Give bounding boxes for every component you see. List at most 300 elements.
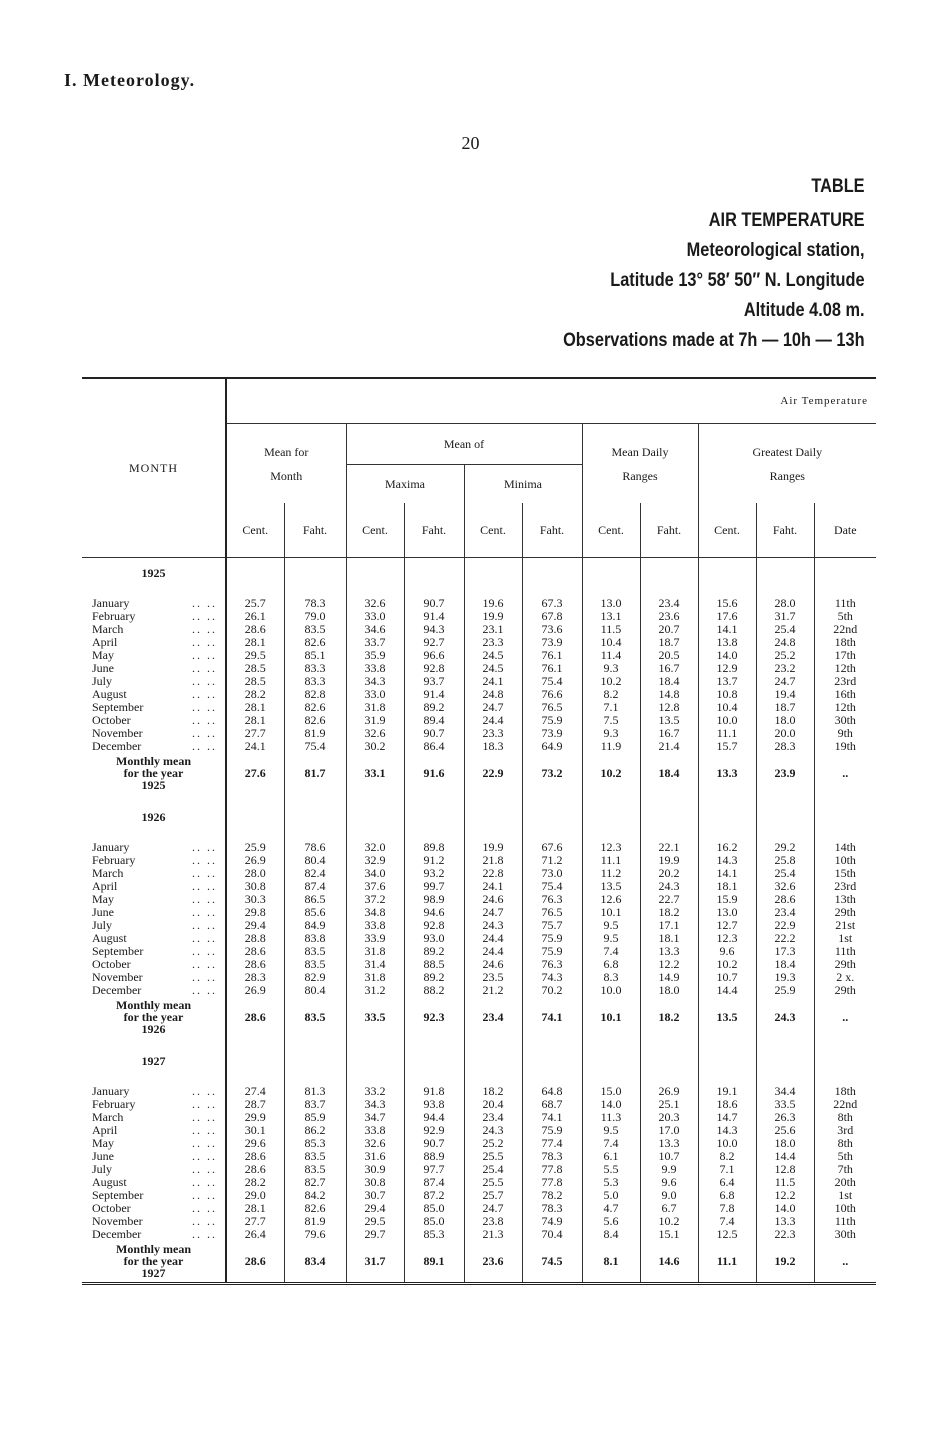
value-cell: 83.8 bbox=[284, 931, 346, 944]
value-cell: 24.3 bbox=[464, 1123, 522, 1136]
value-cell: 21.2 bbox=[464, 983, 522, 996]
value-cell: 75.9 bbox=[522, 931, 582, 944]
mean-label-line: for the year bbox=[123, 1010, 184, 1024]
value-cell: 82.7 bbox=[284, 1175, 346, 1188]
month-name bbox=[82, 840, 226, 853]
value-cell: 16.2 bbox=[698, 840, 756, 853]
leader-dots: .. .. bbox=[192, 1109, 217, 1124]
value-cell: 96.6 bbox=[404, 648, 464, 661]
value-cell: 14.9 bbox=[640, 970, 698, 983]
value-cell: 76.3 bbox=[522, 892, 582, 905]
value-cell: 11.5 bbox=[756, 1175, 814, 1188]
empty-cell bbox=[698, 588, 756, 596]
value-cell: 34.0 bbox=[346, 866, 404, 879]
date-cell: 14th bbox=[814, 840, 876, 853]
month-name bbox=[82, 957, 226, 970]
mean-of-header: Mean of bbox=[346, 424, 582, 465]
month-name bbox=[82, 661, 226, 674]
empty-cell bbox=[756, 588, 814, 596]
empty-cell bbox=[640, 1076, 698, 1084]
spacer-row bbox=[82, 832, 876, 840]
table-row bbox=[82, 1136, 876, 1149]
mean-value-cell: 73.2 bbox=[522, 752, 582, 794]
value-cell: 15.6 bbox=[698, 596, 756, 609]
value-cell: 20.0 bbox=[756, 726, 814, 739]
leader-dots: .. .. bbox=[192, 608, 217, 623]
monthly-mean-row bbox=[82, 1240, 876, 1284]
value-cell: 32.6 bbox=[346, 596, 404, 609]
month-name bbox=[82, 905, 226, 918]
empty-cell bbox=[346, 1046, 404, 1076]
value-cell: 24.5 bbox=[464, 648, 522, 661]
empty-cell bbox=[814, 558, 876, 589]
air-temperature-table bbox=[82, 377, 876, 1285]
date-cell: 11th bbox=[814, 596, 876, 609]
date-cell: 11th bbox=[814, 944, 876, 957]
leader-dots: .. .. bbox=[192, 1122, 217, 1137]
table-row bbox=[82, 1214, 876, 1227]
leader-dots: .. .. bbox=[192, 943, 217, 958]
value-cell: 33.0 bbox=[346, 687, 404, 700]
leader-dots: .. .. bbox=[192, 956, 217, 971]
month-name-text: April bbox=[92, 634, 118, 649]
value-cell: 10.2 bbox=[640, 1214, 698, 1227]
month-name-text: September bbox=[92, 943, 144, 958]
value-cell: 7.4 bbox=[698, 1214, 756, 1227]
date-cell: 30th bbox=[814, 1227, 876, 1240]
month-name bbox=[82, 1084, 226, 1097]
value-cell: 30.7 bbox=[346, 1188, 404, 1201]
ranges-label: Ranges bbox=[622, 468, 658, 483]
value-cell: 75.9 bbox=[522, 1123, 582, 1136]
unit-header: Faht. bbox=[404, 503, 464, 558]
mean-year-label: 1927 bbox=[141, 1266, 166, 1280]
value-cell: 7.1 bbox=[698, 1162, 756, 1175]
table-row bbox=[82, 970, 876, 983]
value-cell: 12.7 bbox=[698, 918, 756, 931]
month-label: Month bbox=[270, 468, 303, 483]
value-cell: 19.9 bbox=[640, 853, 698, 866]
value-cell: 30.8 bbox=[226, 879, 284, 892]
value-cell: 13.8 bbox=[698, 635, 756, 648]
date-cell: 23rd bbox=[814, 879, 876, 892]
empty-cell bbox=[346, 1038, 404, 1046]
value-cell: 70.4 bbox=[522, 1227, 582, 1240]
month-name-text: June bbox=[92, 904, 114, 919]
value-cell: 29.4 bbox=[346, 1201, 404, 1214]
value-cell: 29.5 bbox=[346, 1214, 404, 1227]
month-name-text: December bbox=[92, 738, 142, 753]
value-cell: 12.8 bbox=[756, 1162, 814, 1175]
value-cell: 24.7 bbox=[464, 700, 522, 713]
value-cell: 28.1 bbox=[226, 1201, 284, 1214]
date-cell: 23rd bbox=[814, 674, 876, 687]
value-cell: 91.4 bbox=[404, 687, 464, 700]
empty-cell bbox=[226, 794, 284, 802]
date-cell: 9th bbox=[814, 726, 876, 739]
table-row bbox=[82, 944, 876, 957]
value-cell: 12.8 bbox=[640, 700, 698, 713]
value-cell: 26.1 bbox=[226, 609, 284, 622]
month-name-text: March bbox=[92, 865, 124, 880]
value-cell: 25.6 bbox=[756, 1123, 814, 1136]
value-cell: 92.8 bbox=[404, 661, 464, 674]
value-cell: 83.3 bbox=[284, 661, 346, 674]
value-cell: 34.7 bbox=[346, 1110, 404, 1123]
date-cell: 29th bbox=[814, 905, 876, 918]
value-cell: 28.6 bbox=[226, 944, 284, 957]
mean-for-month-header bbox=[226, 424, 346, 504]
value-cell: 32.6 bbox=[756, 879, 814, 892]
empty-cell bbox=[464, 558, 522, 589]
mean-value-cell: 13.5 bbox=[698, 996, 756, 1038]
empty-cell bbox=[582, 1046, 640, 1076]
empty-cell bbox=[698, 832, 756, 840]
spacer-row bbox=[82, 588, 876, 596]
leader-dots: .. .. bbox=[192, 1161, 217, 1176]
value-cell: 23.3 bbox=[464, 726, 522, 739]
value-cell: 20.4 bbox=[464, 1097, 522, 1110]
value-cell: 28.8 bbox=[226, 931, 284, 944]
value-cell: 88.2 bbox=[404, 983, 464, 996]
value-cell: 75.9 bbox=[522, 944, 582, 957]
monthly-mean-label bbox=[82, 752, 226, 794]
month-name-text: January bbox=[92, 839, 130, 854]
value-cell: 29.0 bbox=[226, 1188, 284, 1201]
empty-cell bbox=[640, 794, 698, 802]
unit-header: Cent. bbox=[698, 503, 756, 558]
unit-header: Faht. bbox=[522, 503, 582, 558]
value-cell: 90.7 bbox=[404, 726, 464, 739]
table-row bbox=[82, 840, 876, 853]
leader-dots: .. .. bbox=[192, 852, 217, 867]
title-line-table: TABLE bbox=[811, 176, 865, 197]
mean-for-label: Mean for bbox=[264, 444, 309, 459]
date-cell: 1st bbox=[814, 1188, 876, 1201]
month-name-text: September bbox=[92, 1187, 144, 1202]
month-name-text: October bbox=[92, 956, 131, 971]
value-cell: 73.0 bbox=[522, 866, 582, 879]
value-cell: 25.1 bbox=[640, 1097, 698, 1110]
date-cell: 19th bbox=[814, 739, 876, 752]
value-cell: 31.2 bbox=[346, 983, 404, 996]
value-cell: 15.7 bbox=[698, 739, 756, 752]
month-name-text: May bbox=[92, 891, 114, 906]
value-cell: 92.8 bbox=[404, 918, 464, 931]
month-name-text: July bbox=[92, 673, 113, 688]
value-cell: 18.7 bbox=[640, 635, 698, 648]
value-cell: 6.4 bbox=[698, 1175, 756, 1188]
empty-cell bbox=[464, 832, 522, 840]
value-cell: 29.5 bbox=[226, 648, 284, 661]
value-cell: 9.5 bbox=[582, 1123, 640, 1136]
leader-dots: .. .. bbox=[192, 982, 217, 997]
value-cell: 93.7 bbox=[404, 674, 464, 687]
value-cell: 24.1 bbox=[464, 674, 522, 687]
value-cell: 19.1 bbox=[698, 1084, 756, 1097]
value-cell: 77.8 bbox=[522, 1162, 582, 1175]
value-cell: 12.3 bbox=[698, 931, 756, 944]
value-cell: 11.3 bbox=[582, 1110, 640, 1123]
value-cell: 31.7 bbox=[756, 609, 814, 622]
month-name-text: April bbox=[92, 878, 118, 893]
unit-header: Date bbox=[814, 503, 876, 558]
table-row bbox=[82, 1149, 876, 1162]
value-cell: 28.1 bbox=[226, 635, 284, 648]
year-label: 1927 bbox=[141, 1054, 166, 1068]
value-cell: 11.1 bbox=[698, 726, 756, 739]
value-cell: 21.8 bbox=[464, 853, 522, 866]
empty-cell bbox=[226, 832, 284, 840]
mean-daily-label: Mean Daily bbox=[611, 444, 669, 459]
month-name bbox=[82, 713, 226, 726]
value-cell: 15.9 bbox=[698, 892, 756, 905]
value-cell: 74.1 bbox=[522, 1110, 582, 1123]
empty-cell bbox=[404, 1076, 464, 1084]
value-cell: 14.1 bbox=[698, 866, 756, 879]
month-name bbox=[82, 635, 226, 648]
value-cell: 18.0 bbox=[640, 983, 698, 996]
value-cell: 26.9 bbox=[640, 1084, 698, 1097]
leader-dots: .. .. bbox=[192, 839, 217, 854]
value-cell: 76.5 bbox=[522, 905, 582, 918]
mean-value-cell: 74.1 bbox=[522, 996, 582, 1038]
value-cell: 21.3 bbox=[464, 1227, 522, 1240]
value-cell: 90.7 bbox=[404, 1136, 464, 1149]
month-name bbox=[82, 609, 226, 622]
month-name-text: August bbox=[92, 686, 127, 701]
month-name bbox=[82, 648, 226, 661]
value-cell: 6.8 bbox=[698, 1188, 756, 1201]
month-name bbox=[82, 866, 226, 879]
table-row bbox=[82, 1162, 876, 1175]
leader-dots: .. .. bbox=[192, 738, 217, 753]
value-cell: 23.2 bbox=[756, 661, 814, 674]
month-name-text: February bbox=[92, 1096, 136, 1111]
value-cell: 24.7 bbox=[464, 905, 522, 918]
empty-cell bbox=[522, 832, 582, 840]
value-cell: 88.9 bbox=[404, 1149, 464, 1162]
empty-cell bbox=[226, 588, 284, 596]
empty-cell bbox=[226, 1038, 284, 1046]
value-cell: 76.6 bbox=[522, 687, 582, 700]
mean-value-cell: 11.1 bbox=[698, 1240, 756, 1284]
value-cell: 28.3 bbox=[226, 970, 284, 983]
value-cell: 32.6 bbox=[346, 726, 404, 739]
month-name-text: February bbox=[92, 852, 136, 867]
value-cell: 78.2 bbox=[522, 1188, 582, 1201]
value-cell: 75.4 bbox=[522, 674, 582, 687]
value-cell: 25.9 bbox=[226, 840, 284, 853]
month-name-text: January bbox=[92, 1083, 130, 1098]
value-cell: 93.0 bbox=[404, 931, 464, 944]
value-cell: 28.6 bbox=[756, 892, 814, 905]
mean-value-cell: 22.9 bbox=[464, 752, 522, 794]
date-cell: 11th bbox=[814, 1214, 876, 1227]
month-name-text: May bbox=[92, 1135, 114, 1150]
value-cell: 24.6 bbox=[464, 957, 522, 970]
value-cell: 10.8 bbox=[698, 687, 756, 700]
value-cell: 82.4 bbox=[284, 866, 346, 879]
table-row bbox=[82, 622, 876, 635]
value-cell: 91.8 bbox=[404, 1084, 464, 1097]
value-cell: 82.6 bbox=[284, 713, 346, 726]
month-name-text: August bbox=[92, 930, 127, 945]
value-cell: 31.6 bbox=[346, 1149, 404, 1162]
month-name bbox=[82, 1149, 226, 1162]
value-cell: 90.7 bbox=[404, 596, 464, 609]
mean-value-cell: 27.6 bbox=[226, 752, 284, 794]
title-line-latitude: Latitude 13° 58′ 50″ N. Longitude bbox=[610, 270, 865, 291]
date-cell: 12th bbox=[814, 700, 876, 713]
value-cell: 9.3 bbox=[582, 661, 640, 674]
value-cell: 75.7 bbox=[522, 918, 582, 931]
value-cell: 11.1 bbox=[582, 853, 640, 866]
value-cell: 5.0 bbox=[582, 1188, 640, 1201]
table-row bbox=[82, 1084, 876, 1097]
minima-header: Minima bbox=[464, 465, 582, 504]
table-row bbox=[82, 1123, 876, 1136]
value-cell: 20.5 bbox=[640, 648, 698, 661]
month-name-text: March bbox=[92, 621, 124, 636]
value-cell: 24.8 bbox=[756, 635, 814, 648]
greatest-daily-label: Greatest Daily bbox=[752, 444, 823, 459]
value-cell: 17.1 bbox=[640, 918, 698, 931]
mean-value-cell: 28.6 bbox=[226, 996, 284, 1038]
table-row bbox=[82, 918, 876, 931]
value-cell: 85.1 bbox=[284, 648, 346, 661]
value-cell: 25.4 bbox=[756, 866, 814, 879]
ranges2-label: Ranges bbox=[769, 468, 805, 483]
value-cell: 91.2 bbox=[404, 853, 464, 866]
empty-cell bbox=[814, 832, 876, 840]
month-name-text: January bbox=[92, 595, 130, 610]
value-cell: 13.7 bbox=[698, 674, 756, 687]
value-cell: 8.4 bbox=[582, 1227, 640, 1240]
empty-cell bbox=[640, 558, 698, 589]
date-cell: 30th bbox=[814, 713, 876, 726]
leader-dots: .. .. bbox=[192, 917, 217, 932]
month-name-text: October bbox=[92, 1200, 131, 1215]
value-cell: 7.8 bbox=[698, 1201, 756, 1214]
value-cell: 19.4 bbox=[756, 687, 814, 700]
empty-cell bbox=[640, 588, 698, 596]
empty-cell bbox=[404, 588, 464, 596]
value-cell: 98.9 bbox=[404, 892, 464, 905]
value-cell: 23.5 bbox=[464, 970, 522, 983]
empty-cell bbox=[226, 802, 284, 832]
mean-value-cell: 18.4 bbox=[640, 752, 698, 794]
value-cell: 33.0 bbox=[346, 609, 404, 622]
value-cell: 24.1 bbox=[464, 879, 522, 892]
value-cell: 92.7 bbox=[404, 635, 464, 648]
empty-cell bbox=[346, 832, 404, 840]
value-cell: 20.3 bbox=[640, 1110, 698, 1123]
value-cell: 18.1 bbox=[698, 879, 756, 892]
empty-cell bbox=[756, 802, 814, 832]
value-cell: 88.5 bbox=[404, 957, 464, 970]
value-cell: 14.1 bbox=[698, 622, 756, 635]
table-row bbox=[82, 1175, 876, 1188]
leader-dots: .. .. bbox=[192, 673, 217, 688]
value-cell: 11.5 bbox=[582, 622, 640, 635]
value-cell: 76.5 bbox=[522, 700, 582, 713]
value-cell: 30.9 bbox=[346, 1162, 404, 1175]
value-cell: 89.4 bbox=[404, 713, 464, 726]
empty-cell bbox=[346, 588, 404, 596]
value-cell: 73.9 bbox=[522, 635, 582, 648]
empty-cell bbox=[582, 1038, 640, 1046]
value-cell: 29.2 bbox=[756, 840, 814, 853]
value-cell: 80.4 bbox=[284, 853, 346, 866]
month-name-text: December bbox=[92, 982, 142, 997]
month-name bbox=[82, 1136, 226, 1149]
value-cell: 26.4 bbox=[226, 1227, 284, 1240]
value-cell: 93.2 bbox=[404, 866, 464, 879]
empty-cell bbox=[464, 802, 522, 832]
month-name-text: September bbox=[92, 699, 144, 714]
empty-cell bbox=[582, 832, 640, 840]
mean-daily-ranges-header bbox=[582, 424, 698, 504]
value-cell: 28.1 bbox=[226, 700, 284, 713]
empty-cell bbox=[522, 588, 582, 596]
leader-dots: .. .. bbox=[192, 865, 217, 880]
unit-header: Cent. bbox=[226, 503, 284, 558]
value-cell: 31.8 bbox=[346, 970, 404, 983]
value-cell: 10.2 bbox=[698, 957, 756, 970]
value-cell: 25.2 bbox=[756, 648, 814, 661]
value-cell: 81.9 bbox=[284, 726, 346, 739]
month-name bbox=[82, 726, 226, 739]
section-header: I. Meteorology. bbox=[64, 70, 196, 90]
mean-value-cell: 92.3 bbox=[404, 996, 464, 1038]
value-cell: 32.6 bbox=[346, 1136, 404, 1149]
value-cell: 83.5 bbox=[284, 957, 346, 970]
value-cell: 78.3 bbox=[284, 596, 346, 609]
value-cell: 10.0 bbox=[698, 1136, 756, 1149]
mean-value-cell: .. bbox=[814, 996, 876, 1038]
month-name bbox=[82, 674, 226, 687]
month-name-text: February bbox=[92, 608, 136, 623]
value-cell: 14.0 bbox=[582, 1097, 640, 1110]
value-cell: 31.8 bbox=[346, 700, 404, 713]
leader-dots: .. .. bbox=[192, 904, 217, 919]
empty-cell bbox=[756, 1046, 814, 1076]
table-row bbox=[82, 879, 876, 892]
value-cell: 11.9 bbox=[582, 739, 640, 752]
value-cell: 25.4 bbox=[464, 1162, 522, 1175]
leader-dots: .. .. bbox=[192, 1174, 217, 1189]
mean-value-cell: 13.3 bbox=[698, 752, 756, 794]
value-cell: 34.4 bbox=[756, 1084, 814, 1097]
mean-value-cell: 81.7 bbox=[284, 752, 346, 794]
table-row bbox=[82, 1110, 876, 1123]
mean-label-line: for the year bbox=[123, 1254, 184, 1268]
value-cell: 29.7 bbox=[346, 1227, 404, 1240]
year-label: 1926 bbox=[141, 810, 166, 824]
table-body bbox=[82, 558, 876, 1284]
value-cell: 12.9 bbox=[698, 661, 756, 674]
value-cell: 13.5 bbox=[582, 879, 640, 892]
date-cell: 18th bbox=[814, 635, 876, 648]
value-cell: 14.3 bbox=[698, 853, 756, 866]
empty-cell bbox=[404, 558, 464, 589]
mean-value-cell: 10.2 bbox=[582, 752, 640, 794]
leader-dots: .. .. bbox=[192, 1213, 217, 1228]
unit-header: Faht. bbox=[640, 503, 698, 558]
month-name bbox=[82, 983, 226, 996]
value-cell: 76.1 bbox=[522, 648, 582, 661]
